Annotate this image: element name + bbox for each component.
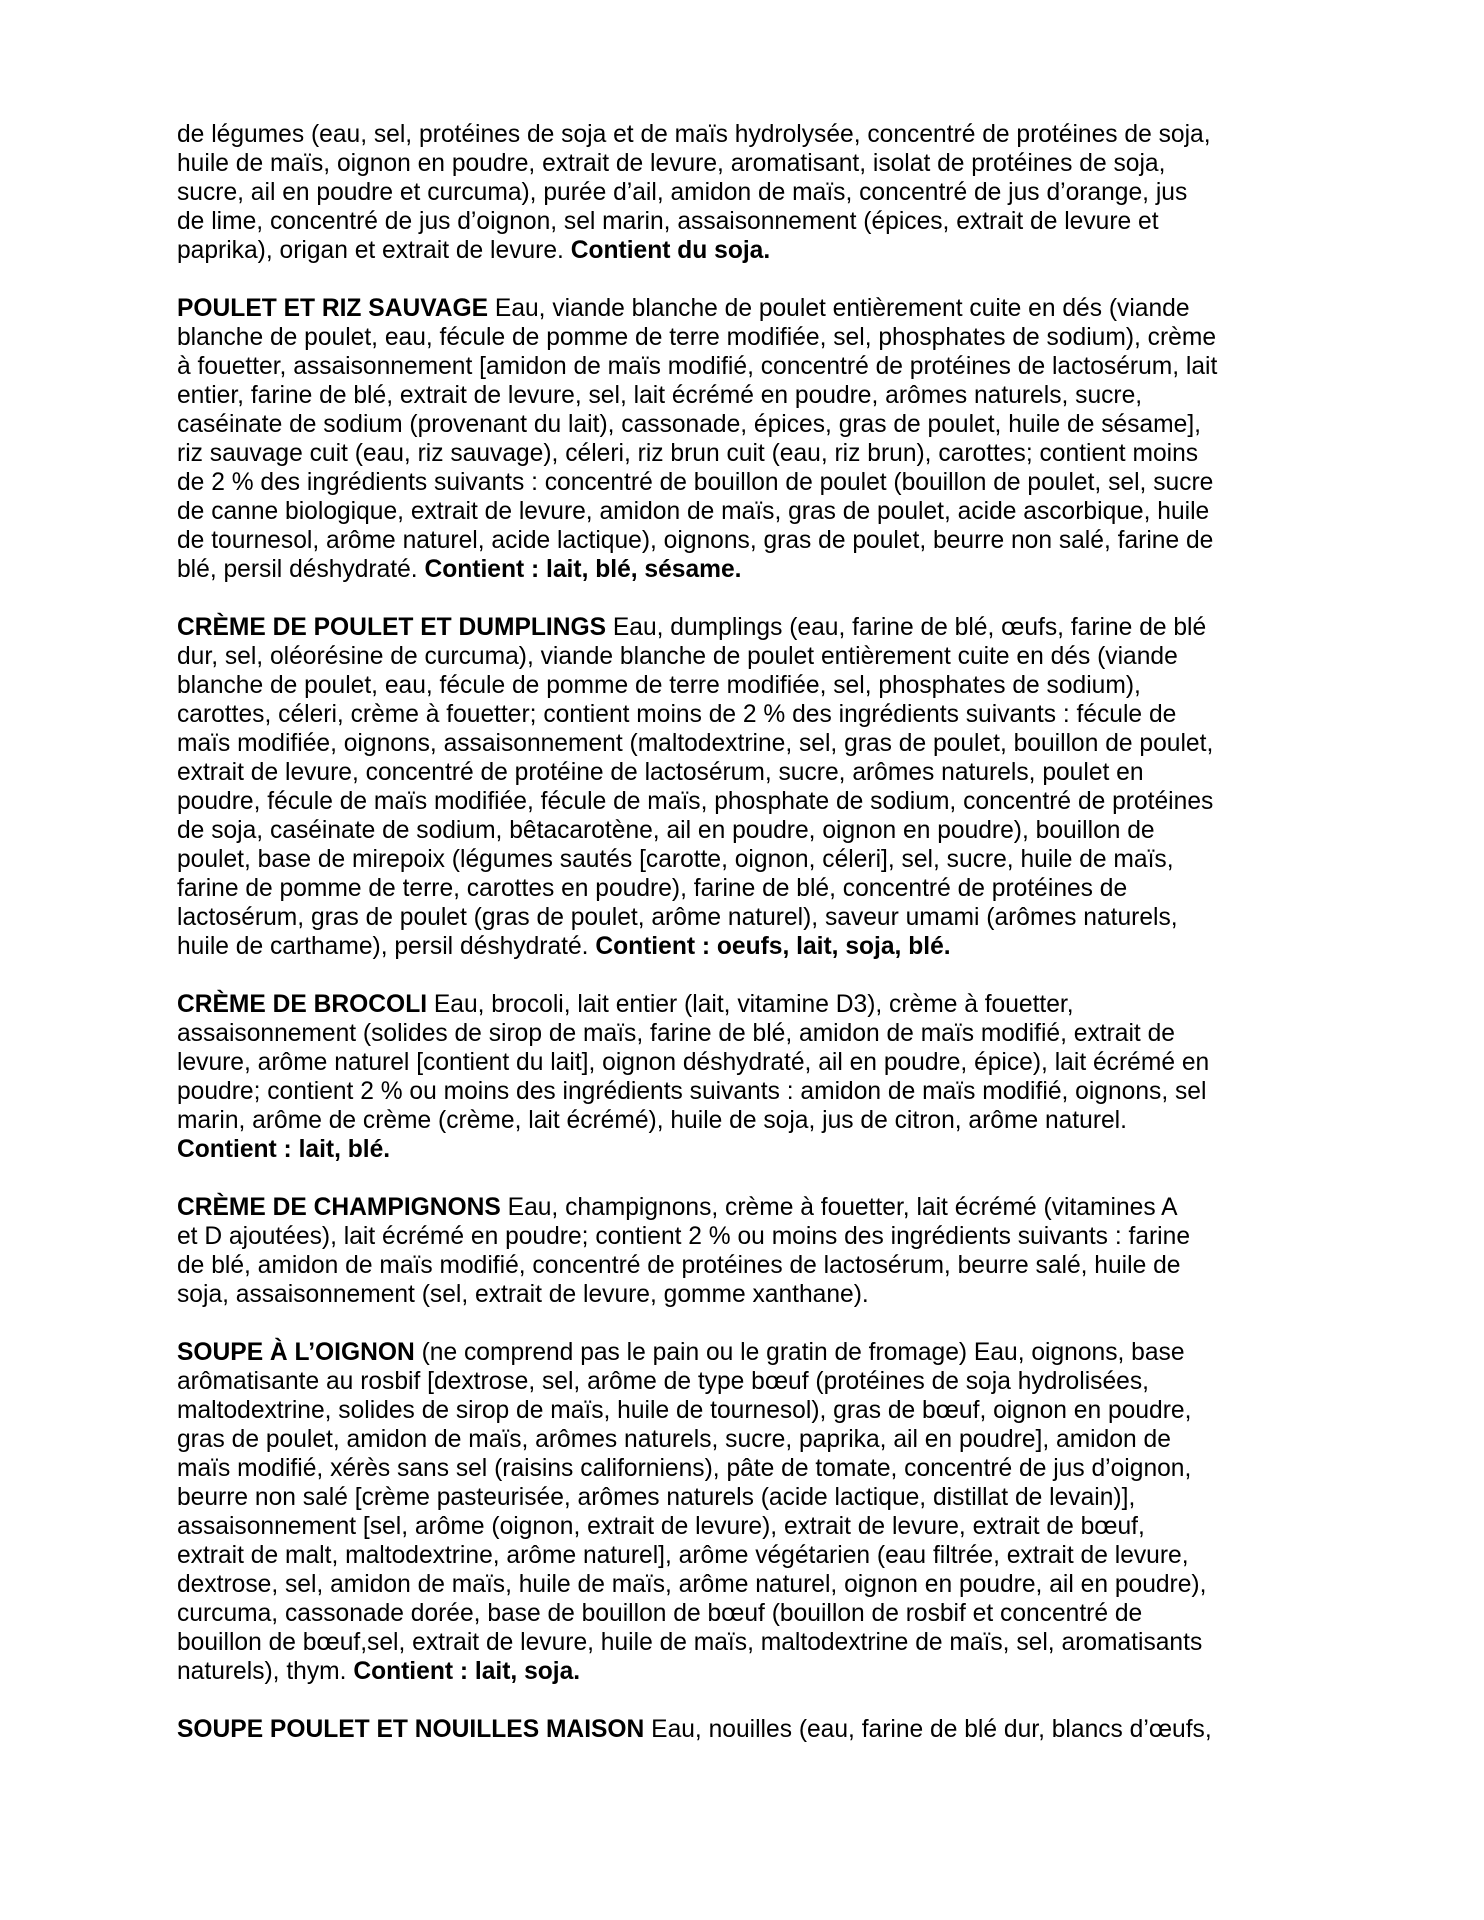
text-line: [177, 1570, 1317, 1599]
text-line: [177, 903, 1317, 932]
ingredients-document: [177, 120, 1317, 1773]
text-line: [177, 990, 1317, 1019]
text-line: [177, 1425, 1317, 1454]
product-title: CRÈME DE CHAMPIGNONS: [177, 1194, 501, 1221]
text-line: [177, 439, 1317, 468]
ingredient-text: de canne biologique, extrait de levure, amidon de maïs, gras de poulet, acide ascorbique, huile: [177, 498, 1210, 525]
ingredient-text: de blé, amidon de maïs modifié, concentré de protéines de lactosérum, beurre salé, huile de: [177, 1252, 1181, 1279]
text-line: [177, 700, 1317, 729]
text-line: [177, 874, 1317, 903]
text-line: [177, 932, 1317, 961]
text-line: [177, 1193, 1317, 1222]
text-line: [177, 323, 1317, 352]
ingredient-text: de soja, caséinate de sodium, bêtacarotène, ail en poudre, oignon en poudre), bouillon de: [177, 817, 1155, 844]
ingredient-text: extrait de levure, concentré de protéine de lactosérum, sucre, arômes naturels, poulet en: [177, 759, 1144, 786]
ingredient-text: maïs modifiée, oignons, assaisonnement (maltodextrine, sel, gras de poulet, bouillon de poulet,: [177, 730, 1214, 757]
text-line: [177, 1512, 1317, 1541]
ingredient-text: blé, persil déshydraté.: [177, 556, 425, 583]
allergen-statement: Contient : lait, blé.: [177, 1136, 391, 1163]
ingredient-text: Eau, nouilles (eau, farine de blé dur, blancs d’œufs,: [644, 1716, 1212, 1743]
ingredient-text: lactosérum, gras de poulet (gras de poulet, arôme naturel), saveur umami (arômes naturels,: [177, 904, 1178, 931]
text-line: [177, 1338, 1317, 1367]
text-line: [177, 729, 1317, 758]
text-line: [177, 1280, 1317, 1309]
allergen-statement: Contient : lait, soja.: [353, 1658, 581, 1685]
product-title: SOUPE POULET ET NOUILLES MAISON: [177, 1716, 645, 1743]
product-title: SOUPE À L’OIGNON: [177, 1339, 415, 1366]
allergen-statement: Contient : oeufs, lait, soja, blé.: [595, 933, 951, 960]
ingredient-text: sucre, ail en poudre et curcuma), purée d’ail, amidon de maïs, concentré de jus d’orange, jus: [177, 179, 1188, 206]
text-line: [177, 120, 1317, 149]
ingredient-text: de 2 % des ingrédients suivants : concentré de bouillon de poulet (bouillon de poulet, sel, sucre: [177, 469, 1214, 496]
text-line: [177, 1048, 1317, 1077]
ingredient-text: Eau, viande blanche de poulet entièrement cuite en dés (viande: [488, 295, 1190, 322]
text-line: [177, 207, 1317, 236]
ingredient-text: dextrose, sel, amidon de maïs, huile de maïs, arôme naturel, oignon en poudre, ail en poudre),: [177, 1571, 1207, 1598]
ingredient-text: levure, arôme naturel [contient du lait], oignon déshydraté, ail en poudre, épice), lait écrémé en: [177, 1049, 1210, 1076]
ingredient-text: bouillon de bœuf,sel, extrait de levure, huile de maïs, maltodextrine de maïs, sel, aromatisants: [177, 1629, 1203, 1656]
text-line: [177, 758, 1317, 787]
ingredient-text: maïs modifié, xérès sans sel (raisins californiens), pâte de tomate, concentré de jus d’oignon,: [177, 1455, 1192, 1482]
product-title: CRÈME DE BROCOLI: [177, 991, 428, 1018]
product-title: POULET ET RIZ SAUVAGE: [177, 295, 489, 322]
text-line: [177, 613, 1317, 642]
ingredient-text: maltodextrine, solides de sirop de maïs, huile de tournesol), gras de bœuf, oignon en poudre,: [177, 1397, 1192, 1424]
ingredient-paragraph: [177, 1193, 1317, 1309]
text-line: [177, 845, 1317, 874]
text-line: [177, 1541, 1317, 1570]
text-line: [177, 1715, 1317, 1744]
ingredient-text: blanche de poulet, eau, fécule de pomme de terre modifiée, sel, phosphates de sodium), crème: [177, 324, 1217, 351]
ingredient-text: Eau, dumplings (eau, farine de blé, œufs, farine de blé: [606, 614, 1207, 641]
ingredient-paragraph: [177, 990, 1317, 1164]
text-line: [177, 1077, 1317, 1106]
text-line: [177, 1396, 1317, 1425]
text-line: [177, 381, 1317, 410]
text-line: [177, 1628, 1317, 1657]
ingredient-text: blanche de poulet, eau, fécule de pomme de terre modifiée, sel, phosphates de sodium),: [177, 672, 1141, 699]
ingredient-paragraph: [177, 120, 1317, 265]
ingredient-text: huile de maïs, oignon en poudre, extrait de levure, aromatisant, isolat de protéines de soja,: [177, 150, 1166, 177]
ingredient-text: huile de carthame), persil déshydraté.: [177, 933, 596, 960]
text-line: [177, 555, 1317, 584]
text-line: [177, 1454, 1317, 1483]
ingredient-text: soja, assaisonnement (sel, extrait de levure, gomme xanthane).: [177, 1281, 869, 1308]
ingredient-paragraph: [177, 1338, 1317, 1686]
ingredient-text: de lime, concentré de jus d’oignon, sel marin, assaisonnement (épices, extrait de levure et: [177, 208, 1159, 235]
ingredient-text: poudre; contient 2 % ou moins des ingrédients suivants : amidon de maïs modifié, oignons, sel: [177, 1078, 1207, 1105]
ingredient-text: naturels), thym.: [177, 1658, 354, 1685]
text-line: [177, 236, 1317, 265]
text-line: [177, 294, 1317, 323]
ingredient-text: marin, arôme de crème (crème, lait écrémé), huile de soja, jus de citron, arôme naturel.: [177, 1107, 1127, 1134]
text-line: [177, 497, 1317, 526]
ingredient-text: gras de poulet, amidon de maïs, arômes naturels, sucre, paprika, ail en poudre], amidon de: [177, 1426, 1171, 1453]
ingredient-text: entier, farine de blé, extrait de levure, sel, lait écrémé en poudre, arômes naturels, sucre,: [177, 382, 1143, 409]
text-line: [177, 1106, 1317, 1135]
text-line: [177, 1657, 1317, 1686]
allergen-statement: Contient du soja.: [570, 237, 771, 264]
ingredient-text: paprika), origan et extrait de levure.: [177, 237, 571, 264]
ingredient-text: beurre non salé [crème pasteurisée, arômes naturels (acide lactique, distillat de levain)],: [177, 1484, 1136, 1511]
ingredient-text: caséinate de sodium (provenant du lait), cassonade, épices, gras de poulet, huile de sésame],: [177, 411, 1201, 438]
text-line: [177, 1367, 1317, 1396]
ingredient-text: dur, sel, oléorésine de curcuma), viande blanche de poulet entièrement cuite en dés (viande: [177, 643, 1178, 670]
ingredient-text: assaisonnement [sel, arôme (oignon, extrait de levure), extrait de levure, extrait de bœuf,: [177, 1513, 1145, 1540]
ingredient-text: curcuma, cassonade dorée, base de bouillon de bœuf (bouillon de rosbif et concentré de: [177, 1600, 1143, 1627]
text-line: [177, 468, 1317, 497]
text-line: [177, 410, 1317, 439]
ingredient-text: de tournesol, arôme naturel, acide lactique), oignons, gras de poulet, beurre non salé, farine de: [177, 527, 1214, 554]
ingredient-text: Eau, brocoli, lait entier (lait, vitamine D3), crème à fouetter,: [427, 991, 1074, 1018]
allergen-statement: Contient : lait, blé, sésame.: [424, 556, 742, 583]
text-line: [177, 1222, 1317, 1251]
text-line: [177, 1251, 1317, 1280]
text-line: [177, 642, 1317, 671]
ingredient-text: arômatisante au rosbif [dextrose, sel, arôme de type bœuf (protéines de soja hydrolisées,: [177, 1368, 1149, 1395]
text-line: [177, 1019, 1317, 1048]
ingredient-text: à fouetter, assaisonnement [amidon de maïs modifié, concentré de protéines de lactosérum, lait: [177, 353, 1218, 380]
ingredient-text: extrait de malt, maltodextrine, arôme naturel], arôme végétarien (eau filtrée, extrait de levure,: [177, 1542, 1189, 1569]
ingredient-text: carottes, céleri, crème à fouetter; contient moins de 2 % des ingrédients suivants : fécule de: [177, 701, 1177, 728]
ingredient-paragraph: [177, 294, 1317, 584]
ingredient-paragraph: [177, 613, 1317, 961]
text-line: [177, 1135, 1317, 1164]
text-line: [177, 149, 1317, 178]
ingredient-text: riz sauvage cuit (eau, riz sauvage), céleri, riz brun cuit (eau, riz brun), carottes; contient moins: [177, 440, 1199, 467]
text-line: [177, 1599, 1317, 1628]
ingredient-paragraph: [177, 1715, 1317, 1744]
ingredient-text: farine de pomme de terre, carottes en poudre), farine de blé, concentré de protéines de: [177, 875, 1128, 902]
text-line: [177, 526, 1317, 555]
ingredient-text: poulet, base de mirepoix (légumes sautés [carotte, oignon, céleri], sel, sucre, huile de maïs,: [177, 846, 1174, 873]
text-line: [177, 352, 1317, 381]
ingredient-text: (ne comprend pas le pain ou le gratin de fromage) Eau, oignons, base: [414, 1339, 1185, 1366]
ingredient-text: et D ajoutées), lait écrémé en poudre; contient 2 % ou moins des ingrédients suivants : farine: [177, 1223, 1191, 1250]
ingredient-text: poudre, fécule de maïs modifiée, fécule de maïs, phosphate de sodium, concentré de protéines: [177, 788, 1214, 815]
ingredient-text: de légumes (eau, sel, protéines de soja et de maïs hydrolysée, concentré de protéines de soja,: [177, 121, 1211, 148]
text-line: [177, 816, 1317, 845]
text-line: [177, 1483, 1317, 1512]
text-line: [177, 671, 1317, 700]
ingredient-text: assaisonnement (solides de sirop de maïs, farine de blé, amidon de maïs modifié, extrait de: [177, 1020, 1175, 1047]
text-line: [177, 787, 1317, 816]
text-line: [177, 178, 1317, 207]
product-title: CRÈME DE POULET ET DUMPLINGS: [177, 614, 607, 641]
ingredient-text: Eau, champignons, crème à fouetter, lait écrémé (vitamines A: [500, 1194, 1178, 1221]
